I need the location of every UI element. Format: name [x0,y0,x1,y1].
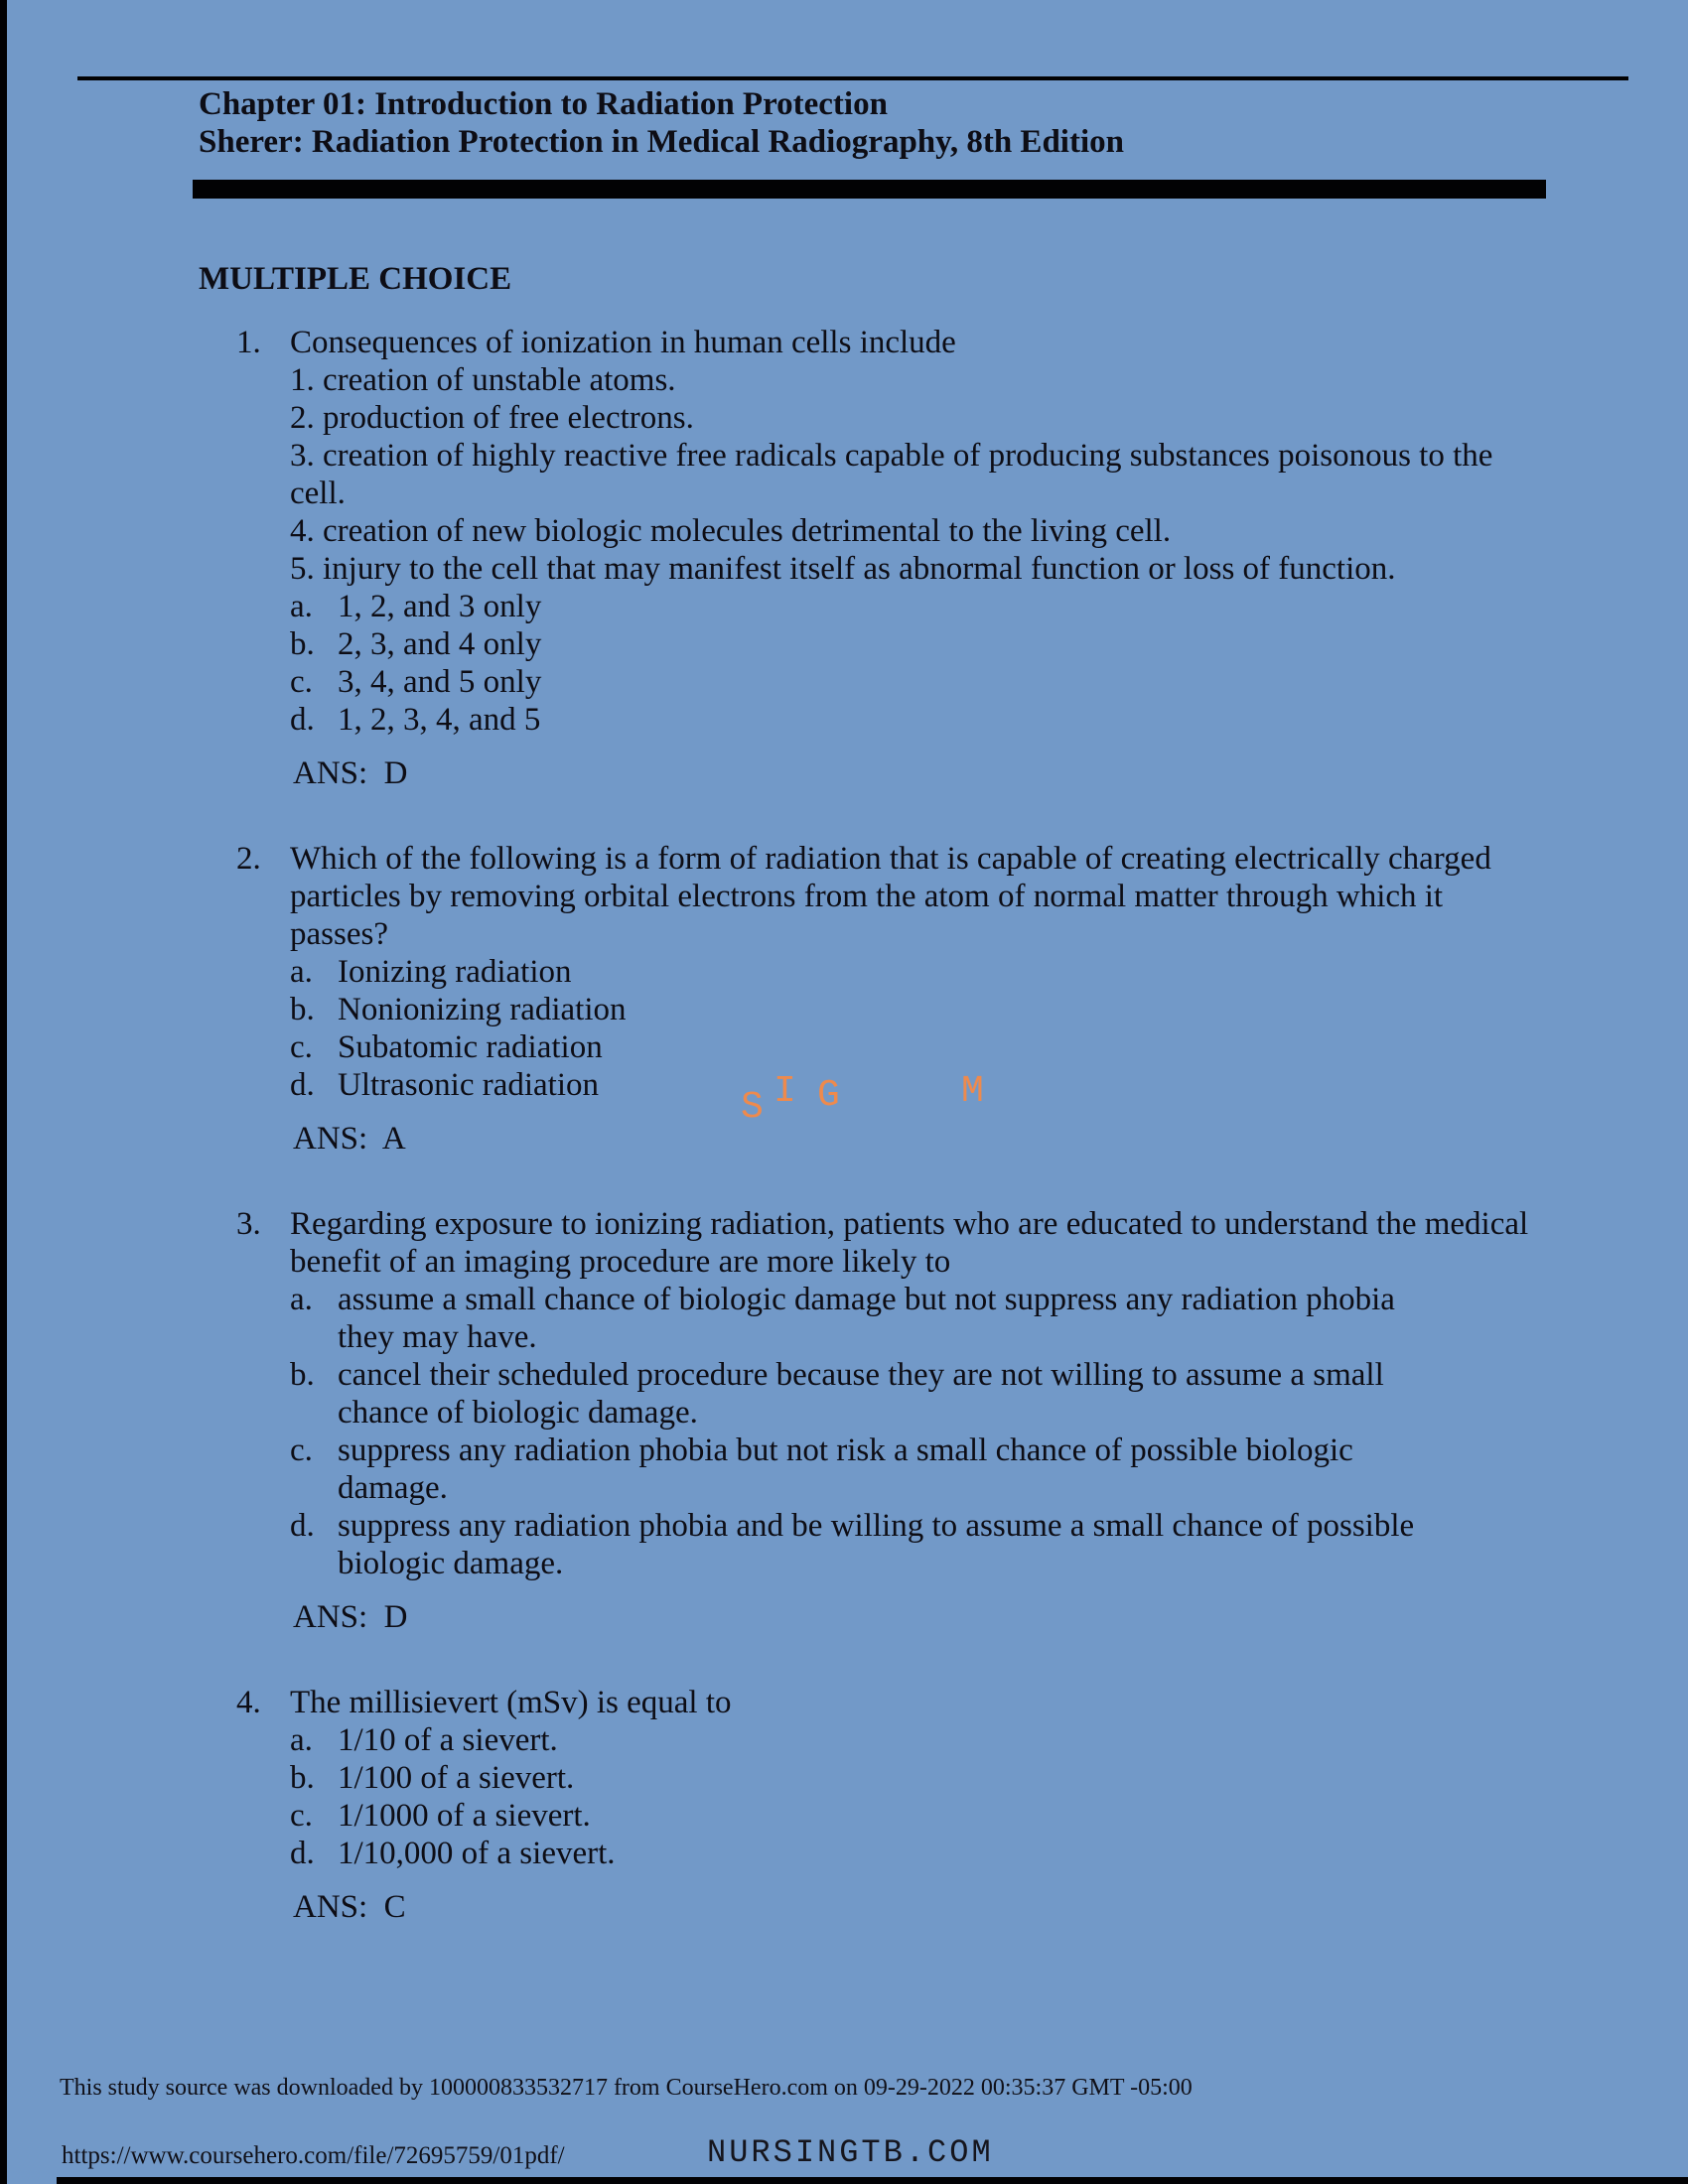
question-stem-line: 3. creation of highly reactive free radicals capable of producing substances poisonous to the [290,438,1493,474]
option-letter: a. [290,1722,313,1758]
question-number: 1. [236,325,261,360]
option-text-line: suppress any radiation phobia and be willing to assume a small chance of possible [338,1508,1415,1544]
question-stem-line: benefit of an imaging procedure are more likely to [290,1244,951,1280]
option-text-line: damage. [338,1470,448,1506]
footer-brand-watermark: NURSINGTB.COM [707,2134,994,2171]
question-stem-line: The millisievert (mSv) is equal to [290,1685,732,1720]
option-c [290,1028,1589,1066]
option-letter: d. [290,1067,315,1103]
option-letter: c. [290,1433,313,1468]
question [199,1205,1589,1636]
question-number: 3. [236,1206,261,1242]
option-text-line: Nonionizing radiation [338,992,627,1027]
question-stem-line: 1. creation of unstable atoms. [290,362,676,398]
option-text-line: biologic damage. [338,1546,564,1581]
option-text-line: 1/1000 of a sievert. [338,1798,591,1834]
option-text-line: 1, 2, and 3 only [338,589,542,624]
header-divider-bar [193,180,1546,199]
option-a [290,1281,1589,1356]
document-header [199,85,1124,161]
option-letter: c. [290,664,313,700]
answer-line: ANS: A [293,1121,406,1157]
option-a [290,1721,1589,1759]
option-text-line: Ultrasonic radiation [338,1067,600,1103]
option-text-line: 2, 3, and 4 only [338,626,542,662]
option-text-line: chance of biologic damage. [338,1395,698,1431]
option-a [290,953,1589,991]
option-text-line: they may have. [338,1319,537,1355]
question [199,840,1589,1158]
option-letter: d. [290,1836,315,1871]
question-stem-line: Regarding exposure to ionizing radiation, patients who are educated to understand the medical [290,1206,1529,1242]
option-text-line: suppress any radiation phobia but not risk a small chance of possible biologic [338,1433,1353,1468]
answer-line: ANS: C [293,1889,406,1925]
footer-download-note: This study source was downloaded by 100000833532717 from CourseHero.com on 09-29-2022 00:35:37 GMT -05:00 [60,2075,1193,2101]
watermark-letter: M [961,1070,984,1113]
option-letter: d. [290,702,315,738]
question-stem-line: cell. [290,476,346,511]
question-number: 4. [236,1685,261,1720]
option-text-line: 3, 4, and 5 only [338,664,542,700]
option-letter: d. [290,1508,315,1544]
question [199,1684,1589,1926]
option-b [290,991,1589,1028]
watermark-letter: S [741,1086,764,1129]
watermark-letter: G [817,1074,840,1117]
question-stem-line: particles by removing orbital electrons from the atom of normal matter through which it [290,879,1444,914]
option-c [290,1797,1589,1835]
option-d [290,701,1589,739]
question-stem-line: 4. creation of new biologic molecules detrimental to the living cell. [290,513,1172,549]
question [199,324,1589,792]
footer-source-url[interactable]: https://www.coursehero.com/file/72695759/01pdf/ [62,2142,565,2169]
option-a [290,588,1589,625]
watermark-letter: I [774,1070,796,1113]
question-number: 2. [236,841,261,877]
question-stem-line: passes? [290,916,388,952]
section-title: MULTIPLE CHOICE [199,261,512,297]
answer-line: ANS: D [293,755,408,791]
option-c [290,1432,1589,1507]
questions [199,324,1589,1974]
left-edge-bar [0,0,7,2184]
question-stem-line: Which of the following is a form of radiation that is capable of creating electrically charged [290,841,1491,877]
question-stem-line: 5. injury to the cell that may manifest itself as abnormal function or loss of function. [290,551,1396,587]
answer-line: ANS: D [293,1599,408,1635]
chapter-title: Chapter 01: Introduction to Radiation Protection [199,86,888,122]
option-letter: a. [290,589,313,624]
option-text-line: 1/10 of a sievert. [338,1722,558,1758]
option-text-line: assume a small chance of biologic damage but not suppress any radiation phobia [338,1282,1395,1317]
option-text-line: 1/10,000 of a sievert. [338,1836,616,1871]
option-c [290,663,1589,701]
option-b [290,1759,1589,1797]
option-d [290,1835,1589,1872]
option-d [290,1507,1589,1582]
question-stem-line: 2. production of free electrons. [290,400,694,436]
option-b [290,1356,1589,1432]
option-letter: b. [290,1760,315,1796]
question-stem-line: Consequences of ionization in human cells include [290,325,956,360]
option-text-line: 1/100 of a sievert. [338,1760,575,1796]
option-letter: b. [290,992,315,1027]
book-title: Sherer: Radiation Protection in Medical Radiography, 8th Edition [199,124,1124,160]
option-b [290,625,1589,663]
option-letter: a. [290,1282,313,1317]
option-text-line: 1, 2, 3, 4, and 5 [338,702,541,738]
option-letter: b. [290,1357,315,1393]
top-rule [77,76,1628,80]
option-text-line: Subatomic radiation [338,1029,603,1065]
option-text-line: Ionizing radiation [338,954,572,990]
option-d [290,1066,1589,1104]
option-letter: c. [290,1798,313,1834]
option-letter: a. [290,954,313,990]
option-letter: b. [290,626,315,662]
option-text-line: cancel their scheduled procedure because they are not willing to assume a small [338,1357,1384,1393]
bottom-edge-bar [57,2177,1688,2184]
option-letter: c. [290,1029,313,1065]
